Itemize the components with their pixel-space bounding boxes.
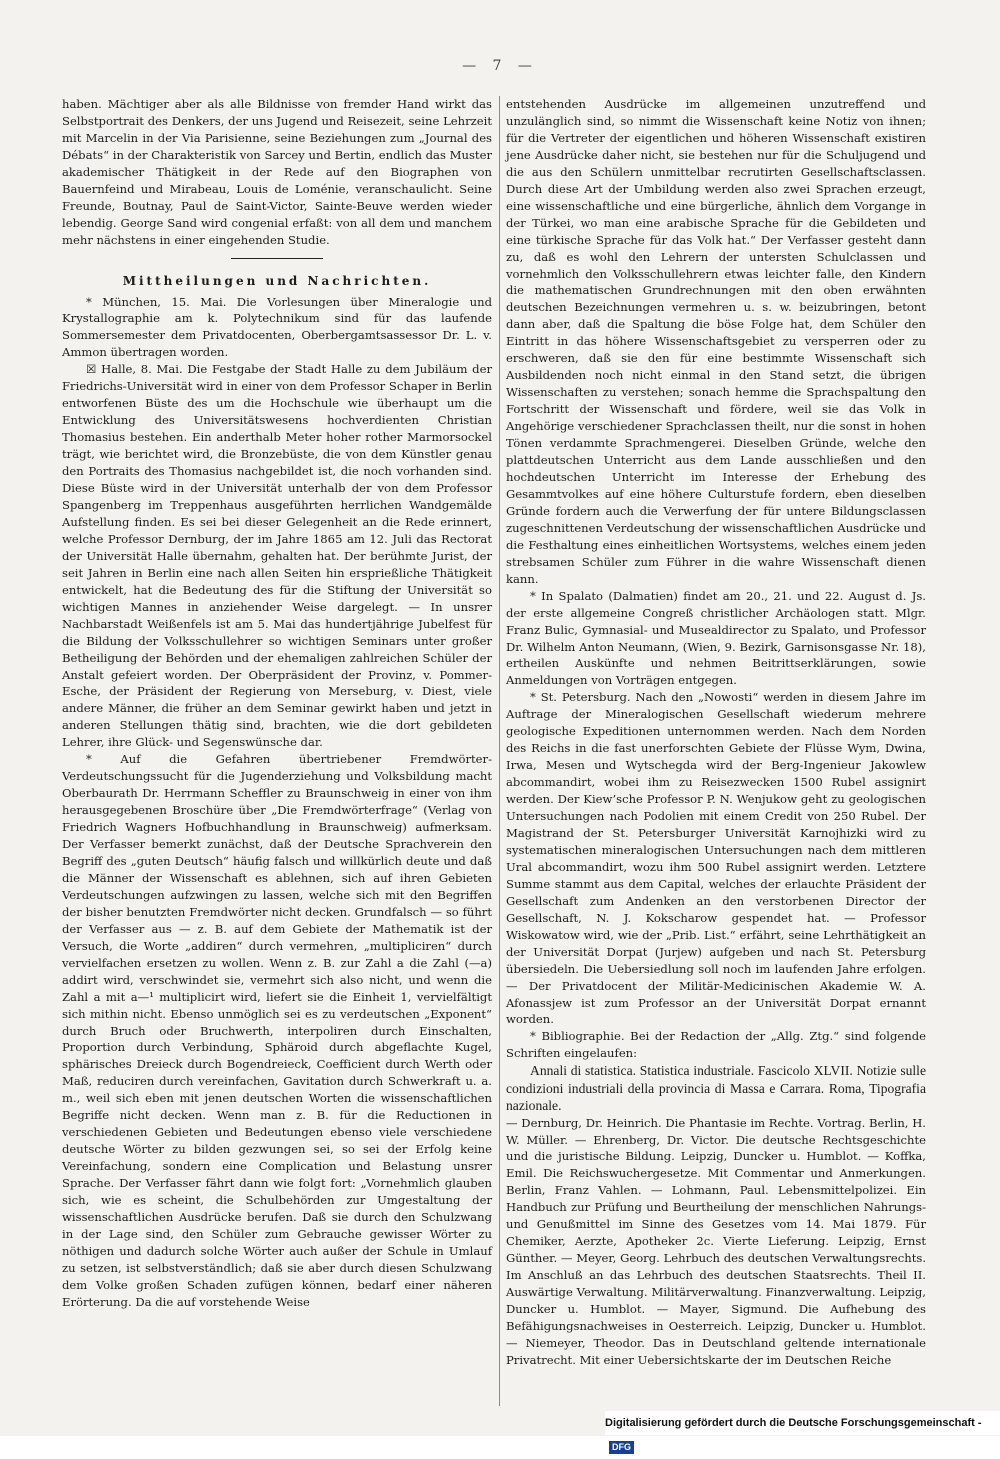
article-bibliographie: * Bibliographie. Bei der Redaction der „Allg. Ztg.“ sind folgende Schriften eingelaufen: xyxy=(506,1029,926,1061)
article-halle: ☒ Halle, 8. Mai. Die Festgabe der Stadt Halle zu dem Jubiläum der Friedrichs-Universität wird in einer von dem Professor Schaper in Berlin entworfenen Büste des um die Hochschule wie überhaupt um die Entwicklung des Universitätswesens hochverdienten Christian Thomasius bestehen. Ein anderthalb Meter hoher rother Marmorsockel trägt, wie berichtet wird, die Bronzebüste, die von dem Künstler genau den Portraits des Thomasius nachgebildet ist, die noch vorhanden sind. Diese Büste wird in der Universität unterhalb der von dem Professor Spangenberg im Treppenhaus ausgeführten herrlichen Wandgemälde Aufstellung finden. Es sei bei dieser Gelegenheit an die Rede erinnert, welche Professor Dernburg, der im Jahre 1865 am 12. Juli das Rectorat der Universität Halle übernahm, gehalten hat. Der berühmte Jurist, der seit Jahren in Berlin eine nach allen Seiten hin ersprießliche Thätigkeit entwickelt, hat die Bedeutung des für die Stiftung der Universität so wichtigen Mannes in anziehender Weise dargelegt. — In unsrer Nachbarstadt Weißenfels ist am 5. Mai das hundertjährige Jubelfest für die Bildung der Volksschullehrer so wichtigen Seminars unter großer Betheiligung der Behörden und der ehemaligen zahlreichen Schüler der Anstalt gefeiert worden. Der Oberpräsident der Provinz, v. Pommer-Esche, der Präsident der Regierung von Merseburg, v. Diest, viele andere Männer, die früher an dem Seminar gewirkt haben und jetzt in anderen Stellungen thätig sind, brachten, wie die dort gebildeten Lehrer, ihre Glück- und Segenswünsche dar. xyxy=(62,362,492,750)
intro-paragraph: haben. Mächtiger aber als alle Bildnisse von fremder Hand wirkt das Selbstportrait des Denkers, der uns Jugend und Reisezeit, seine Lehrzeit mit Marcelin in der Via Parisienne, seine Beziehungen zum „Journal des Débats“ in der Charakteristik von Sarcey und Bertin, endlich das Muster akademischer Thätigkeit in der Rede auf den Biographen von Bauernfeind und Mirabeau, Louis de Loménie, veranschaulicht. Seine Freunde, Boutnay, Paul de Saint-Victor, Sainte-Beuve werden wieder lebendig. George Sand wird congenial erfaßt: von all dem und manchem mehr nächstens in einer eingehenden Studie. xyxy=(62,97,492,247)
left-column xyxy=(62,96,492,1311)
column-divider xyxy=(499,96,500,1406)
section-rule xyxy=(231,258,323,259)
bibliography-latin-entry: Annali di statistica. Statistica industriale. Fascicolo XLVII. Notizie sulle condizioni industriali della provincia di Massa e Carrara. Roma, Tipografia nazionale. xyxy=(506,1063,926,1114)
article-spalato: * In Spalato (Dalmatien) findet am 20., 21. und 22. August d. Js. der erste allgemeine Congreß christlicher Archäologen statt. Mlgr. Franz Bulic, Gymnasial- und Musealdirector zu Spalato, und Professor Dr. Wilhelm Anton Neumann, (Wien, 9. Bezirk, Garnisonsgasse Nr. 18), ertheilen Auskünfte und nehmen Beitrittserklärungen, sowie Anmeldungen von Vorträgen entgegen. xyxy=(506,588,926,688)
bibliography-german-entries: — Dernburg, Dr. Heinrich. Die Phantasie im Rechte. Vortrag. Berlin, H. W. Müller. — Ehrenberg, Dr. Victor. Die deutsche Rechtsgeschichte und die juristische Bildung. Leipzig, Duncker u. Humblot. — Koffka, Emil. Die Reichswuchergesetze. Mit Commentar und Anmerkungen. Berlin, Franz Vahlen. — Lohmann, Paul. Lebensmittelpolizei. Ein Handbuch zur Prüfung und Beurtheilung der menschlichen Nahrungs- und Genußmittel im Sinne des Gesetzes vom 14. Mai 1879. Für Chemiker, Aerzte, Apotheker 2c. Vierte Lieferung. Leipzig, Ernst Günther. — Meyer, Georg. Lehrbuch des deutschen Verwaltungsrechts. Im Anschluß an das Lehrbuch des deutschen Staatsrechts. Theil II. Auswärtige Verwaltung. Militärverwaltung. Finanzverwaltung. Leipzig, Duncker u. Humblot. — Mayer, Sigmund. Die Aufhebung des Befähigungsnachweises in Oesterreich. Leipzig, Duncker u. Humblot. — Niemeyer, Theodor. Das in Deutschland geltende internationale Privatrecht. Mit einer Uebersichtskarte der im Deutschen Reiche xyxy=(506,1115,926,1367)
article-munich: * München, 15. Mai. Die Vorlesungen über Mineralogie und Krystallographie am k. Polytechnikum sind für das laufende Sommersemester dem Privatdocenten, Oberbergamtsassessor Dr. L. v. Ammon übertragen worden. xyxy=(62,294,492,360)
section-heading: Mittheilungen und Nachrichten. xyxy=(122,273,432,288)
article-fremdwoerter: * Auf die Gefahren übertriebener Fremdwörter-Verdeutschungssucht für die Jugenderziehung und Volksbildung macht Oberbaurath Dr. Herrmann Scheffler zu Braunschweig in einer von ihm herausgegebenen Broschüre über „Die Fremdwörterfrage“ (Verlag von Friedrich Wagners Hofbuchhandlung in Braunschweig) aufmerksam. Der Verfasser bemerkt zunächst, daß der Deutsche Sprachverein den Begriff des „guten Deutsch“ häufig falsch und willkürlich deute und daß die Männer der Wissenschaft es ablehnen, sich auf ihren Gebieten Verdeutschungen aufzwingen zu lassen, welche sich mit den Begriffen der bisher benutzten Fremdwörter nicht decken. Grundfalsch — so führt der Verfasser aus — z. B. auf dem Gebiete der Mathematik ist der Versuch, die Worte „addiren“ durch vermehren, „multipliciren“ durch vervielfachen ersetzen zu wollen. Wenn z. B. zur Zahl a die Zahl (—a) addirt wird, verschwindet sie, vermehrt sich also nicht, und wenn die Zahl a mit a—¹ multiplicirt wird, liefert sie die Einheit 1, vervielfältigt sich mithin nicht. Ebenso unmöglich sei es zu verdeutschen „Exponent“ durch Bruch oder Bruchwerth, interpoliren durch Einschalten, Proportion durch Verbindung, Sphäroid durch abgeflachte Kugel, sphärisches Dreieck durch Bogendreieck, Coefficient durch Werth oder Maß, reduciren durch vereinfachen, Gavitation durch Schwerkraft u. a. m., weil sich eben mit jenen deutschen Worten die wissenschaftlichen Begriffe nicht decken. Wenn man z. B. für die Reductionen in verschiedenen Gebieten und Bedeutungen ebenso viele verschiedene deutsche Wörter zu bilden gezwungen sei, so sei der Erfolg keine Vereinfachung, sondern eine Complication und Belastung unsrer Sprache. Der Verfasser fährt dann wie folgt fort: „Vornehmlich glauben sich, wie es scheint, die Schulbehörden zur Umgestaltung der wissenschaftlichen Ausdrücke berufen. Daß sie durch den Schulzwang in der Lage sind, den Schüler zum Gebrauche gewisser Wörter zu nöthigen und dadurch solche Wörter auch außer der Schule in Umlauf zu setzen, ist selbstverständlich; daß sie aber durch diesen Schulzwang dem Volke großen Schaden zufügen können, bedarf einer näheren Erörterung. Da die auf vorstehende Weise xyxy=(62,752,492,1309)
article-fremdwoerter-cont: entstehenden Ausdrücke im allgemeinen unzutreffend und unzulänglich sind, so nimmt die Wissenschaft keine Notiz von ihnen; für die Vertreter der eigentlichen und höheren Wissenschaft existiren jene Ausdrücke daher nicht, sie bestehen nur für die Schuljugend und die aus den Schülern unmittelbar recrutirten Gesellschaftsclassen. Durch diese Art der Umbildung werden also zwei Sprachen erzeugt, eine wissenschaftliche und eine bürgerliche, ähnlich dem Vorgange in der Türkei, wo man eine arabische Sprache für die Gebildeten und eine türkische Sprache für das Volk hat.“ Der Verfasser gesteht dann zu, daß es wohl den Lehrern der untersten Schulclassen und vornehmlich den Volksschullehrern etwas leichter falle, den Kindern die mathematischen Grundrechnungen mit den oben erwähnten deutschen Bezeichnungen vermehren u. s. w. beizubringen, betont dann aber, daß die Spaltung die böse Folge hat, dem Schüler den Eintritt in das höhere Wissenschaftsgebiet zu versperren oder zu erschweren, daß sie den für eine bestimmte Wissenschaft sich Ausbildenden noch nicht einmal in den Stand setzt, die übrigen Wissenschaften zu verstehen; sonach hemme die Sprachspaltung den Fortschritt der Wissenschaft und fördere, weil sie das Volk in Angehörige verschiedener Sprachclassen theilt, nur die sonst in hohen Tönen verdammte Sprachmengerei. Dieselben Gründe, welche den plattdeutschen Unterricht aus dem Lande ausschließen und den hochdeutschen Unterricht im Interesse der Erhebung des Gesammtvolkes auf eine höhere Culturstufe fordern, eben dieselben Gründe fordern auch die Verwerfung der für untere Bildungsclassen zugeschnittenen Verdeutschung der wissenschaftlichen Ausdrücke und die Festhaltung eines einheitlichen Wortsystems, welches einem jeden strebsamen Schüler zum Führer in die wahre Wissenschaft dienen kann. xyxy=(506,97,926,586)
digitization-footer xyxy=(605,1411,1000,1452)
article-st-petersburg: * St. Petersburg. Nach den „Nowosti“ werden in diesem Jahre im Auftrage der Mineralogischen Gesellschaft wiederum mehrere geologische Expeditionen unternommen werden. Nach dem Norden des Reichs in die fast unerforschten Gebiete der Flüsse Wym, Dwina, Irwa, Mesen und Wytschegda wird der Berg-Ingenieur Jakowlew abcommandirt, wobei ihm zu Reisezwecken 1500 Rubel assignirt werden. Der Kiew’sche Professor P. N. Wenjukow geht zu geologischen Untersuchungen nach Podolien mit einem Credit von 250 Rubel. Der Magistrand der St. Petersburger Universität Karnojhizki wird zu systematischen mineralogischen Untersuchungen nach dem mittleren Ural abcommandirt, wozu ihm 500 Rubel assignirt werden. Letztere Summe stammt aus dem Capital, welches der erlauchte Präsident der Gesellschaft zum Andenken an den verstorbenen Director der Gesellschaft, N. J. Kokscharow gespendet hat. — Professor Wiskowatow wird, wie der „Prib. List.“ erfährt, seine Lehrthätigkeit an der Universität Dorpat (Jurjew) aufgeben und nach St. Petersburg übersiedeln. Die Uebersiedlung soll noch im laufenden Jahre erfolgen. — Der Privatdocent der Militär-Medicinischen Akademie W. A. Afonassjew ist zum Professor an der Universität Dorpat ernannt worden. xyxy=(506,690,926,1027)
page-number: — 7 — xyxy=(462,58,538,74)
dfg-logo: DFG xyxy=(609,1441,634,1454)
footer-text: Digitalisierung gefördert durch die Deutsche Forschungsgemeinschaft - xyxy=(605,1417,982,1429)
right-column xyxy=(506,96,926,1369)
